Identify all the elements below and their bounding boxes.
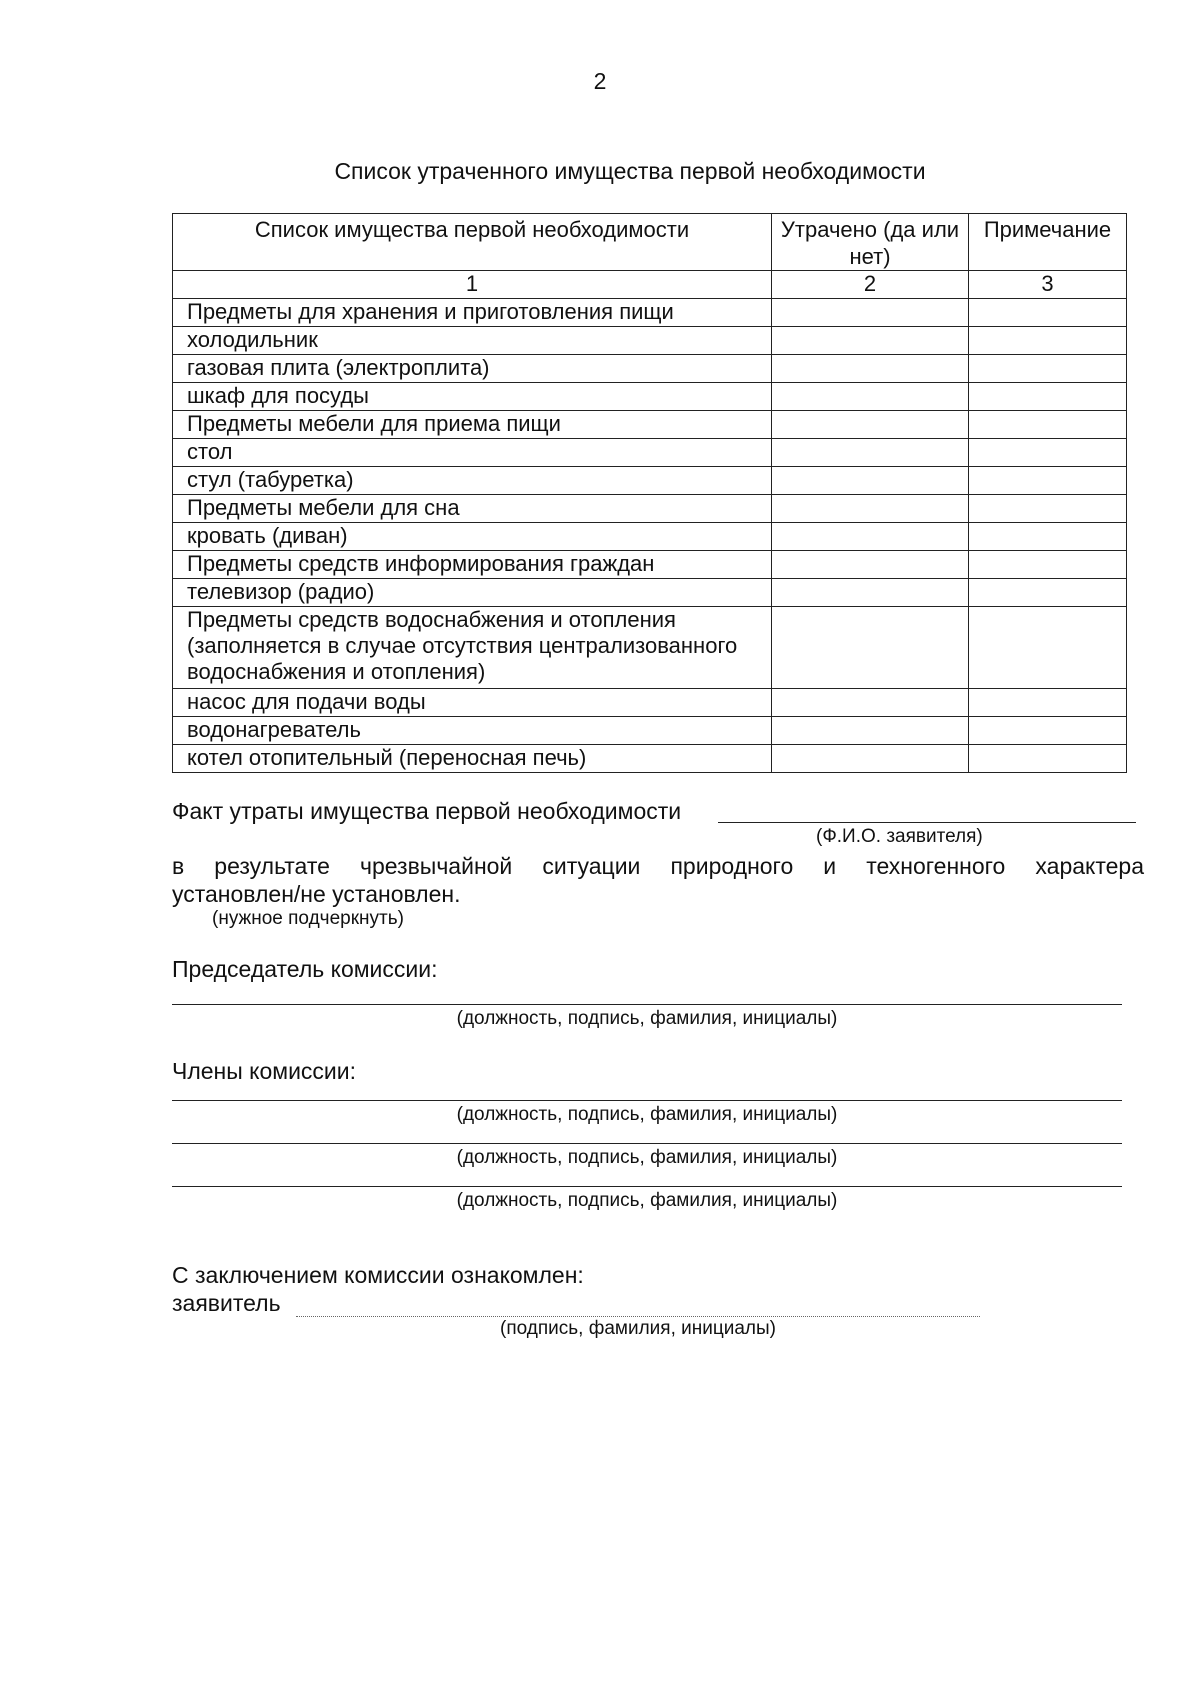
property-table <box>172 213 1127 773</box>
item-name: кровать (диван) <box>173 523 772 551</box>
page-number: 2 <box>593 68 607 94</box>
item-name: Предметы мебели для сна <box>173 495 772 523</box>
table-row <box>173 467 1127 495</box>
table-row <box>173 579 1127 607</box>
fact-of-loss-text: Факт утраты имущества первой необходимости <box>172 798 682 824</box>
item-name: Предметы средств водоснабжения и отопления (заполняется в случае отсутствия централизованного водоснабжения и отопления) <box>173 607 772 689</box>
table-row <box>173 745 1127 773</box>
member-signature-line[interactable] <box>172 1143 1122 1144</box>
item-name: водонагреватель <box>173 717 772 745</box>
table-row <box>173 607 1127 689</box>
item-name: стул (табуретка) <box>173 467 772 495</box>
item-name: стол <box>173 439 772 467</box>
table-row <box>173 717 1127 745</box>
table-row <box>173 355 1127 383</box>
lost-cell[interactable] <box>772 383 969 411</box>
lost-cell[interactable] <box>772 467 969 495</box>
item-name: телевизор (радио) <box>173 579 772 607</box>
table-row <box>173 551 1127 579</box>
table-row <box>173 523 1127 551</box>
lost-cell[interactable] <box>772 689 969 717</box>
applicant-signature-line[interactable] <box>296 1316 980 1317</box>
column-number-row <box>173 271 1127 299</box>
item-name: газовая плита (электроплита) <box>173 355 772 383</box>
table-row <box>173 689 1127 717</box>
applicant-label: заявитель <box>172 1290 281 1316</box>
lost-cell[interactable] <box>772 495 969 523</box>
header-lost: Утрачено (да или нет) <box>772 214 969 271</box>
lost-cell[interactable] <box>772 439 969 467</box>
note-cell[interactable] <box>969 495 1127 523</box>
underline-hint: (нужное подчеркнуть) <box>212 908 404 929</box>
lost-cell[interactable] <box>772 717 969 745</box>
table-row <box>173 299 1127 327</box>
applicant-name-field[interactable] <box>718 822 1136 823</box>
note-cell[interactable] <box>969 607 1127 689</box>
table-row <box>173 383 1127 411</box>
item-name: холодильник <box>173 327 772 355</box>
member-signature-hint: (должность, подпись, фамилия, инициалы) <box>456 1147 838 1168</box>
chairman-signature-line[interactable] <box>172 1004 1122 1005</box>
established-text: установлен/не установлен. <box>172 881 461 907</box>
emergency-result-text: в результате чрезвычайной ситуации природного и техногенного характера <box>172 853 1144 879</box>
member-signature-line[interactable] <box>172 1186 1122 1187</box>
lost-cell[interactable] <box>772 327 969 355</box>
note-cell[interactable] <box>969 579 1127 607</box>
table-row <box>173 327 1127 355</box>
column-number: 1 <box>173 271 772 299</box>
note-cell[interactable] <box>969 439 1127 467</box>
header-property-list: Список имущества первой необходимости <box>173 214 772 271</box>
applicant-name-hint: (Ф.И.О. заявителя) <box>816 826 983 847</box>
note-cell[interactable] <box>969 551 1127 579</box>
note-cell[interactable] <box>969 467 1127 495</box>
lost-cell[interactable] <box>772 745 969 773</box>
table-row <box>173 495 1127 523</box>
column-number: 2 <box>772 271 969 299</box>
lost-cell[interactable] <box>772 523 969 551</box>
note-cell[interactable] <box>969 717 1127 745</box>
note-cell[interactable] <box>969 299 1127 327</box>
chairman-label: Председатель комиссии: <box>172 956 438 982</box>
item-name: насос для подачи воды <box>173 689 772 717</box>
applicant-signature-hint: (подпись, фамилия, инициалы) <box>500 1318 776 1339</box>
note-cell[interactable] <box>969 411 1127 439</box>
item-name: Предметы для хранения и приготовления пищи <box>173 299 772 327</box>
note-cell[interactable] <box>969 689 1127 717</box>
members-label: Члены комиссии: <box>172 1058 357 1084</box>
note-cell[interactable] <box>969 523 1127 551</box>
member-signature-hint: (должность, подпись, фамилия, инициалы) <box>456 1104 838 1125</box>
member-signature-hint: (должность, подпись, фамилия, инициалы) <box>456 1190 838 1211</box>
item-name: Предметы мебели для приема пищи <box>173 411 772 439</box>
acquainted-label: С заключением комиссии ознакомлен: <box>172 1262 584 1288</box>
lost-cell[interactable] <box>772 411 969 439</box>
lost-cell[interactable] <box>772 607 969 689</box>
note-cell[interactable] <box>969 355 1127 383</box>
item-name: котел отопительный (переносная печь) <box>173 745 772 773</box>
member-signature-line[interactable] <box>172 1100 1122 1101</box>
lost-cell[interactable] <box>772 355 969 383</box>
lost-cell[interactable] <box>772 579 969 607</box>
table-header-row <box>173 214 1127 271</box>
table-row <box>173 411 1127 439</box>
note-cell[interactable] <box>969 745 1127 773</box>
chairman-signature-hint: (должность, подпись, фамилия, инициалы) <box>456 1008 838 1029</box>
note-cell[interactable] <box>969 327 1127 355</box>
note-cell[interactable] <box>969 383 1127 411</box>
column-number: 3 <box>969 271 1127 299</box>
item-name: Предметы средств информирования граждан <box>173 551 772 579</box>
header-note: Примечание <box>969 214 1127 271</box>
lost-cell[interactable] <box>772 551 969 579</box>
table-row <box>173 439 1127 467</box>
item-name: шкаф для посуды <box>173 383 772 411</box>
document-title: Список утраченного имущества первой необходимости <box>334 158 926 184</box>
lost-cell[interactable] <box>772 299 969 327</box>
